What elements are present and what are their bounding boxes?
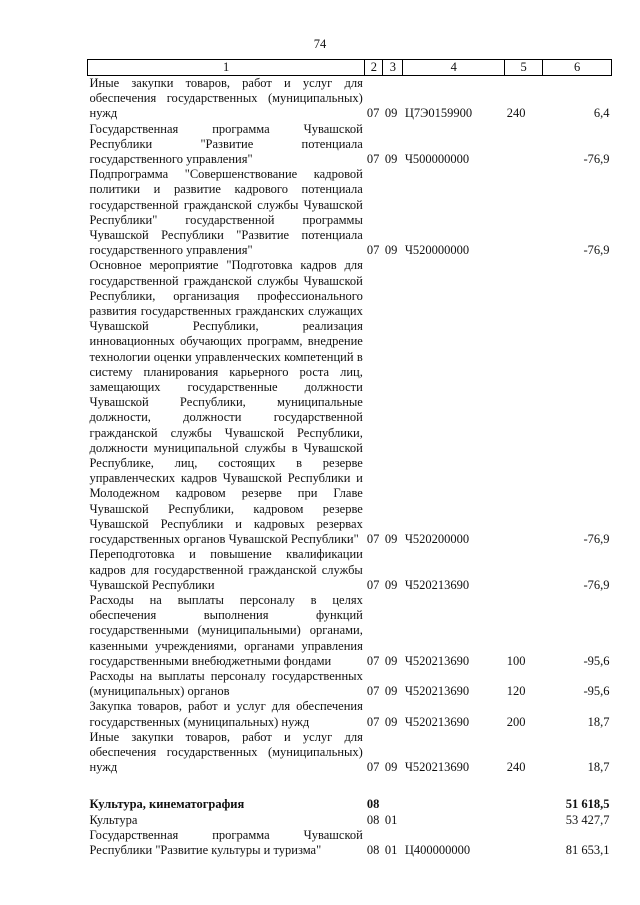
table-row	[88, 699, 612, 729]
row-vr: 240	[506, 106, 526, 121]
row-rz: 07	[366, 532, 380, 547]
row-pr: 09	[384, 243, 398, 258]
row-rz: 07	[366, 577, 380, 592]
table-body	[88, 76, 612, 859]
row-csr: Ч500000000	[404, 152, 470, 167]
header-row	[88, 60, 612, 76]
row-pr: 09	[384, 106, 398, 121]
row-csr	[403, 813, 505, 828]
table-header	[88, 60, 612, 76]
row-sum: -95,6	[583, 684, 610, 699]
table-row	[88, 730, 612, 776]
column-header: 1	[88, 60, 365, 76]
row-sum: -95,6	[583, 653, 610, 668]
section-sum: 51 618,5	[565, 797, 610, 812]
column-header: 2	[365, 60, 383, 76]
table-row	[88, 828, 612, 858]
row-vr	[505, 167, 543, 258]
row-vr: 200	[506, 714, 526, 729]
row-pr: 09	[384, 714, 398, 729]
table-row	[88, 122, 612, 168]
row-name: Основное мероприятие "Подготовка кадров для государственной гражданской службы Чувашской Республики, организация профессионального развития государственных гражданских служащих Чувашской Республики, реализация инновационных обучающих программ, внедрение технологии оценки управленческих компетенций в систему планирования карьерного роста лиц, замещающих государственные должности Чувашской Республики, муниципальные должности, должности государственной гражданской службы Чувашской Республики, должности муниципальной службы в Чувашской Республике, лиц, состоящих в резерве управленческих кадров Чувашской Республики и Молодежном кадровом резерве при Главе Чувашской Республики, кадровом резерве Чувашской Республики и кадровых резервах государственных органов Чувашской Республики"	[89, 258, 363, 547]
row-vr	[505, 258, 543, 547]
row-rz: 07	[366, 684, 380, 699]
row-csr: Ц7Э0159900	[404, 106, 473, 121]
table-row	[88, 76, 612, 122]
row-sum: 53 427,7	[565, 812, 610, 827]
spacer-row	[88, 775, 612, 797]
column-header: 4	[403, 60, 505, 76]
row-sum: -76,9	[583, 243, 610, 258]
row-name: Расходы на выплаты персоналу в целях обеспечения выполнения функций государственными (муниципальными) органами, казенными учреждениями, органами управления государственными внебюджетными фондами	[89, 592, 363, 668]
table-row	[88, 669, 612, 699]
row-csr: Ч520213690	[404, 760, 470, 775]
row-name: Культура	[89, 812, 138, 827]
row-rz: 07	[366, 653, 380, 668]
row-vr: 100	[506, 653, 526, 668]
row-pr: 09	[384, 684, 398, 699]
row-pr: 09	[384, 760, 398, 775]
row-sum: 18,7	[587, 760, 610, 775]
row-rz: 07	[366, 243, 380, 258]
row-csr: Ц400000000	[404, 842, 471, 857]
row-sum: -76,9	[583, 532, 610, 547]
section-row	[88, 797, 612, 812]
table-row	[88, 813, 612, 828]
row-rz: 07	[366, 106, 380, 121]
column-header: 6	[543, 60, 612, 76]
row-pr: 09	[384, 152, 398, 167]
row-pr: 01	[384, 842, 398, 857]
table-row	[88, 593, 612, 669]
row-csr: Ч520000000	[404, 243, 470, 258]
row-rz: 07	[366, 714, 380, 729]
section-rz: 08	[366, 797, 380, 812]
row-csr: Ч520200000	[404, 532, 470, 547]
section-vr	[505, 797, 543, 812]
row-name: Закупка товаров, работ и услуг для обеспечения государственных (муниципальных) нужд	[89, 699, 363, 729]
row-sum: 6,4	[593, 106, 610, 121]
row-csr: Ч520213690	[404, 653, 470, 668]
row-csr: Ч520213690	[404, 577, 470, 592]
row-vr: 240	[506, 760, 526, 775]
table-row	[88, 547, 612, 593]
row-vr	[505, 547, 543, 593]
column-header: 5	[505, 60, 543, 76]
row-vr	[505, 122, 543, 168]
row-pr: 09	[384, 653, 398, 668]
row-vr	[505, 813, 543, 828]
table-row	[88, 167, 612, 258]
row-pr: 01	[384, 812, 398, 827]
row-rz: 08	[366, 842, 380, 857]
row-sum: -76,9	[583, 152, 610, 167]
row-pr: 09	[384, 532, 398, 547]
section-name: Культура, кинематография	[89, 797, 245, 812]
row-name: Государственная программа Чувашской Республики "Развитие культуры и туризма"	[89, 827, 363, 857]
row-name: Переподготовка и повышение квалификации кадров для государственной гражданской службы Чувашской Республики	[89, 547, 363, 592]
column-header: 3	[383, 60, 403, 76]
row-csr: Ч520213690	[404, 714, 470, 729]
row-vr	[505, 828, 543, 858]
section-pr	[383, 797, 403, 812]
row-pr: 09	[384, 577, 398, 592]
row-name: Государственная программа Чувашской Республики "Развитие потенциала государственного управления"	[89, 121, 363, 167]
row-rz: 07	[366, 152, 380, 167]
row-name: Подпрограмма "Совершенствование кадровой политики и развитие кадрового потенциала государственной гражданской службы Чувашской Республики" государственной программы Чувашской Республики "Развитие потенциала государственного управления"	[89, 167, 363, 258]
row-rz: 08	[366, 812, 380, 827]
spacer-cell	[88, 775, 612, 797]
row-rz: 07	[366, 760, 380, 775]
row-csr: Ч520213690	[404, 684, 470, 699]
row-sum: 18,7	[587, 714, 610, 729]
section-csr	[403, 797, 505, 812]
row-vr: 120	[506, 684, 526, 699]
row-sum: 81 653,1	[565, 842, 610, 857]
row-name: Иные закупки товаров, работ и услуг для обеспечения государственных (муниципальных) нужд	[89, 76, 363, 121]
row-name: Расходы на выплаты персоналу государственных (муниципальных) органов	[89, 668, 363, 699]
budget-table	[87, 59, 612, 858]
table-row	[88, 258, 612, 547]
row-name: Иные закупки товаров, работ и услуг для обеспечения государственных (муниципальных) нужд	[89, 729, 363, 775]
page-number: 74	[313, 37, 327, 51]
row-sum: -76,9	[583, 577, 610, 592]
